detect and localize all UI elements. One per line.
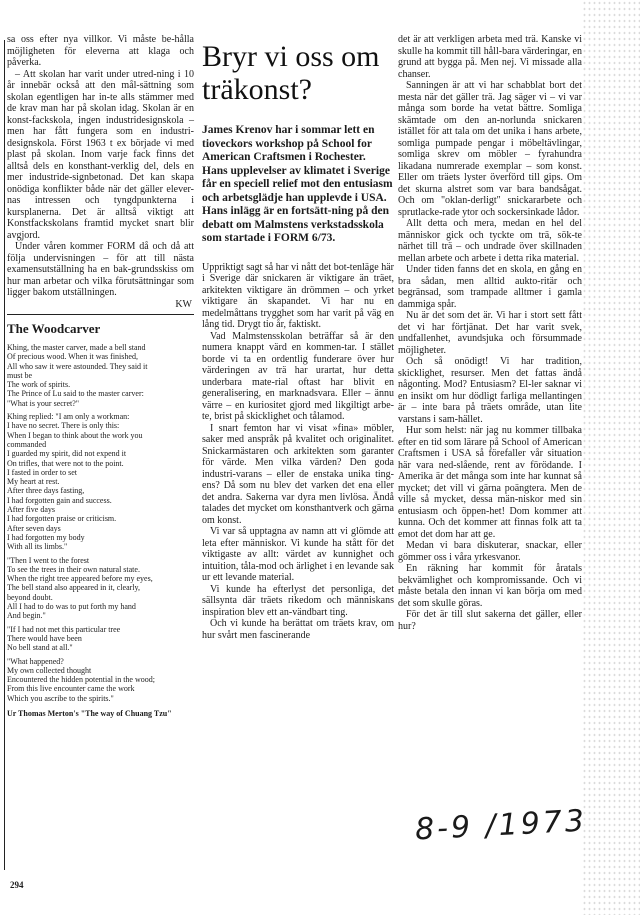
- poem-line: I had forgotten praise or criticism.: [7, 514, 117, 524]
- article-lead: James Krenov har i sommar lett en tioveckors workshop på School for American Craftsmen i Rochester. Hans upplevelser av klimatet i Sverige får en speciell relief mot den entusiasm och arbetsglädje han upplevde i USA. Hans inlägg är en fortsätt-ning på den debatt om Malmstens verkstadsskola som startade i FORM 6/73.: [202, 124, 393, 244]
- poem-line: "If I had not met this particular tree: [7, 624, 121, 634]
- poem-line: And begin.": [7, 611, 46, 621]
- section-divider: [7, 314, 194, 315]
- handwritten-date: 8-9 /1973: [414, 803, 588, 848]
- poem-line: There would have been: [7, 633, 82, 643]
- col2-paragraph: Vi kunde ha efterlyst det personliga, det sällsynta där träets rikedom och människans inspiration blev ett an-vändbart ting.: [202, 583, 394, 618]
- col3-paragraph: Och så onödigt! Vi har tradition, skicklighet, resurser. Men det fattas ändå någonting. Mod? Entusiasm? El-ler saknar vi en insikt om hur dödligt farliga mellantingen är – inte bara på träets område, utan lite varstans i sam-hället.: [398, 356, 582, 425]
- poem-title: The Woodcarver: [7, 321, 101, 336]
- column-3: [398, 34, 582, 632]
- poem-line: Of precious wood. When it was finished,: [7, 352, 138, 362]
- poem-line: The Prince of Lu said to the master carver:: [7, 389, 144, 399]
- poem-line: My heart at rest.: [7, 477, 60, 487]
- poem-line: must be: [7, 370, 33, 380]
- col3-paragraph: Hur som helst: när jag nu kommer tillbaka efter en tid som lärare på School of American Craftsmen i USA så förefaller vår situation här vara ned-slående, rent av förödande. I Amerika är det många som inte har kunnat så mycket; det vill vi gärna poängtera. Men de ville så mycket, dessa män-niskor med sin entusiasm och öppen-het! Dom kommer att kunna. Och det kommer att finnas folk att ta emot det dom har att ge.: [398, 425, 582, 540]
- poem-line: beyond doubt.: [7, 592, 53, 602]
- col1-paragraph: – Att skolan har varit under utred-ning i 10 år innebär också att den mål-sättning som skolan egentligen har in-te alls stämmer med de krav man har på skolan idag. Skolan är en konst-fackskola, ingen industridesignskola – men har fått fungera som en industri-designskola. Först 1963 t ex började vi med plast på skolan. Inom varje fack finns det alltså dels en konsthant-verklig del, dels en mer industride-signbetonad. Det kan skapa onödiga konflikter både när det gäller elever-nas intressen och tyngdpunkterna i kursplanerna. Det är alltså viktigt att Konstfackskolans framtid mycket snart blir avgjord.: [7, 68, 194, 241]
- col1-paragraph: sa oss efter nya villkor. Vi måste be-hålla möjligheten för eleverna att klaga och påverka.: [7, 34, 194, 68]
- poem-credit: Ur Thomas Merton's "The way of Chuang Tzu": [7, 708, 172, 718]
- poem-line: All I had to do was to put forth my hand: [7, 602, 136, 612]
- poem-line: The work of spirits.: [7, 380, 71, 390]
- poem-line: On trifles, that were not to the point.: [7, 458, 124, 468]
- col1-paragraph: Under våren kommer FORM då och då att följa undervisningen – för att till nästa examensutställning ha en bak-grundsskiss om hur man arbetar och vilka förutsättningar som ligger bakom utställningen.: [7, 241, 194, 298]
- poem-line: commanded: [7, 439, 47, 449]
- poem-line: My own collected thought: [7, 665, 92, 675]
- scan-edge-noise: [582, 0, 640, 915]
- poem-line: I have no secret. There is only this:: [7, 421, 120, 431]
- poem-line: Khing replied: "I am only a workman:: [7, 412, 130, 422]
- col3-paragraph: Allt detta och mera, medan en hel del människor gick och tyckte om trä, sök-te närhet till trä – och undrade över skillnaden mellan arbete och arbete i detta rika material.: [398, 218, 582, 264]
- headline-line-1: Bryr vi oss om: [202, 40, 380, 73]
- col2-paragraph: I snart femton har vi visat »fina» möbler, saker med anspråk på kvalitet och originalitet. Snickarmästaren och arkitekten som garanter för värde. Men vilka värden? Den goda industri-varans – eller de enstaka unika ting-ens? Då som nu blev det varken det ena eller det andra. Sakerna var dyra men livlösa. Ändå talades det mycket om konsthantverk och gärna om konst.: [202, 422, 394, 526]
- poem-line: I had forgotten gain and success.: [7, 495, 112, 505]
- article-headline: [202, 40, 394, 106]
- column-1: [7, 34, 194, 718]
- poem-line: I guarded my spirit, did not expend it: [7, 449, 127, 459]
- poem-line: To see the trees in their own natural state.: [7, 564, 140, 574]
- poem-line: Encountered the hidden potential in the wood;: [7, 675, 155, 685]
- headline-line-2: träkonst?: [202, 73, 312, 106]
- col2-paragraph: Uppriktigt sagt så har vi nått det bot-tenläge här i Sverige där snickaren är viktigare än träet, arkitekten viktigare än drömmen – och yrket viktigare än skapandet. Vi har nu en medelmåttans trygghet som har varit på väg en lång tid. Drygt tio år, faktiskt.: [202, 261, 394, 330]
- col3-paragraph: det är att verkligen arbeta med trä. Kanske vi skulle ha kommit till håll-bara värderingar, en grund att bygga på. Men nej. Vi missade alla chanser.: [398, 34, 582, 80]
- col3-paragraph: Medan vi bara diskuterar, snackar, eller gömmer oss i våra yrkesvanor.: [398, 540, 582, 563]
- poem-body: [7, 343, 194, 703]
- poem-line: Khing, the master carver, made a bell stand: [7, 343, 146, 352]
- poem-line: After three days fasting,: [7, 486, 85, 496]
- col3-paragraph: För det är till slut sakerna det gäller, eller hur?: [398, 609, 582, 632]
- poem-line: After seven days: [7, 523, 61, 533]
- poem-line: Which you ascribe to the spirits.": [7, 693, 114, 703]
- col3-paragraph: En räkning har kommit för åratals bekvämlighet och kompromissande. Och vi måste betala den innan vi kan börja om med det som skulle göras.: [398, 563, 582, 609]
- col3-paragraph: Sanningen är att vi har schabblat bort det mesta när det gäller trä. Jag säger vi – vi var många som borde ha vetat bättre. Somliga skämtade om den an-norlunda snickaren istället för att tala om det unika i hans arbete, somliga pumpade pengar i möbeltävlingar, somliga skrev om möbler – fyrahundra likadana numrerade exemplar – som konst. Eller om träets lyster överförd till gips. Om det skurna alstret som var bara bandsågat. Och om "oklan-derligt" snickararbete och sprutlacke-rade ytor och sockersinkade lådor.: [398, 80, 582, 218]
- col3-paragraph: Under tiden fanns det en skola, en gång en bra sådan, men alltid aukto-ritär och begränsad, som trampade alltmer i gamla dammiga spår.: [398, 264, 582, 310]
- poem-line: With all its limbs.": [7, 542, 68, 552]
- col2-paragraph: Vad Malmstensskolan beträffar så är den numera knappt värd en kommen-tar. I stället borde vi ta en ordentlig funderare över hur värderingen av trä har urartat, hur detta underbara mate-rial oftast har blivit en generalisering, en marknadsvara. Eller – ännu värre – en kuriositet gjord med likgiltigt arbe-te, brist på skicklighet och tålamod.: [202, 330, 394, 422]
- poem-line: When I began to think about the work you: [7, 430, 143, 440]
- col2-paragraph: Och vi kunde ha berättat om träets krav, om hur svårt men fascinerande: [202, 618, 394, 641]
- author-signature: KW: [175, 298, 192, 310]
- col3-paragraph: Nu är det som det är. Vi har i stort sett fått det vi har förtjänat. Det har varit svek, undfallenhet, avundsjuka och försummade möjligheter.: [398, 310, 582, 356]
- poem-line: "Then I went to the forest: [7, 555, 90, 565]
- left-margin-rule: [4, 40, 5, 870]
- page-number: 294: [10, 880, 24, 890]
- poem-line: After five days: [7, 505, 55, 515]
- poem-line: The bell stand also appeared in it, clearly,: [7, 583, 140, 593]
- poem-line: "What happened?: [7, 656, 64, 666]
- poem-line: From this live encounter came the work: [7, 684, 135, 694]
- poem-line: No bell stand at all.": [7, 643, 73, 653]
- poem-line: I had forgotten my body: [7, 532, 85, 542]
- col2-paragraph: Vi var så upptagna av namn att vi glömde att leta efter människor. Vi kunde ha stått för det viktigaste av allt: värdet av kunnighet och intuition, tåla-mod och ärlighet i en levande sak ur ett levande material.: [202, 526, 394, 583]
- poem-line: When the right tree appeared before my eyes,: [7, 574, 153, 584]
- poem-line: "What is your secret?": [7, 398, 80, 408]
- poem-line: All who saw it were astounded. They said it: [7, 361, 148, 371]
- poem-line: I fasted in order to set: [7, 467, 77, 477]
- column-2: [202, 34, 394, 641]
